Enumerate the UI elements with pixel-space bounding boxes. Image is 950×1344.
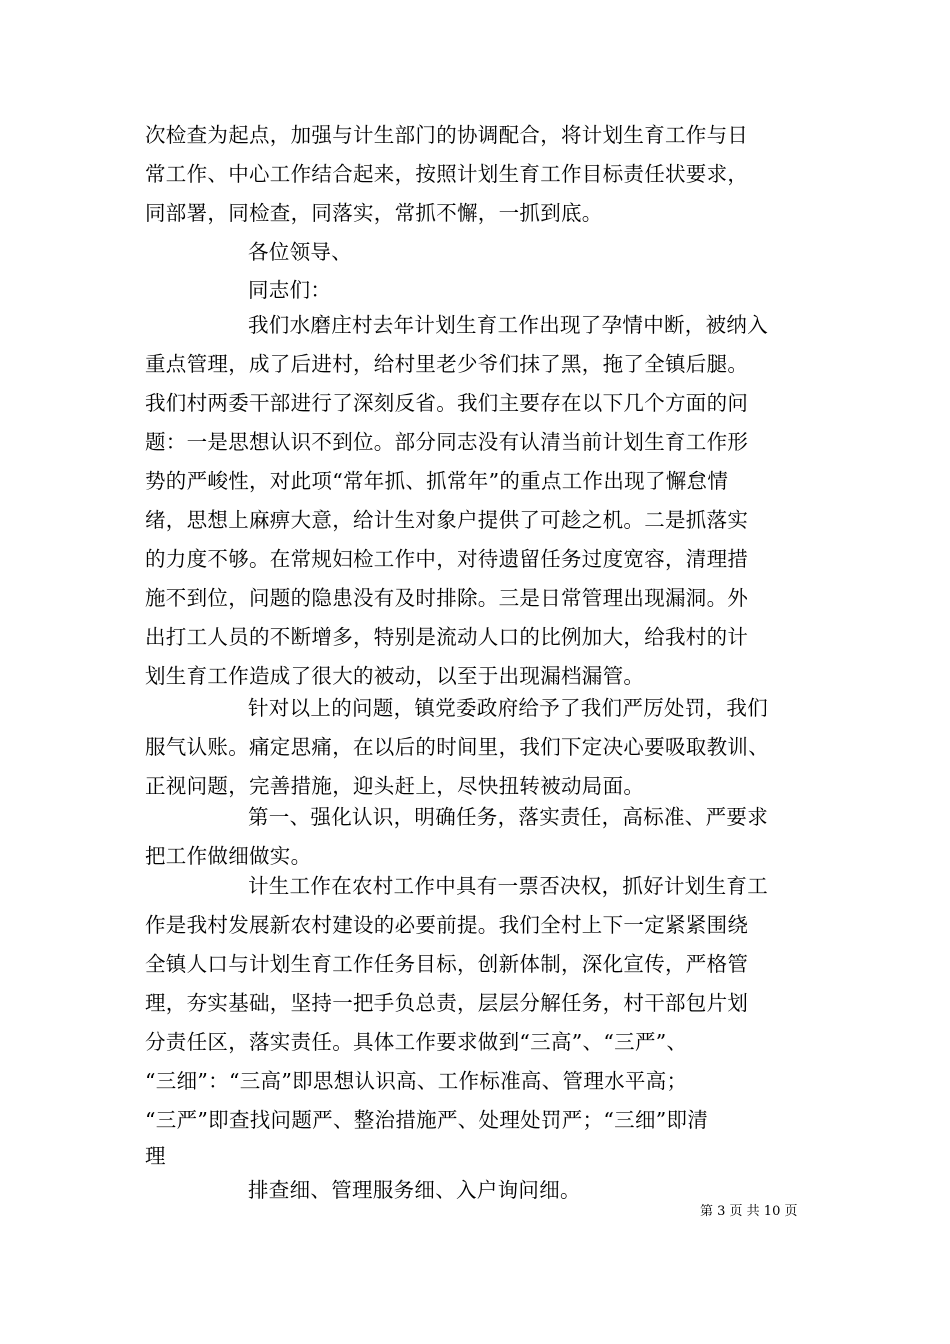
text-line: 服气认账。痛定思痛，在以后的时间里，我们下定决心要吸取教训、 (145, 735, 769, 759)
text-line: 常工作、中心工作结合起来，按照计划生育工作目标责任状要求， (145, 162, 749, 186)
paragraph-start: 我们水磨庄村去年计划生育工作出现了孕情中断，被纳入 (248, 313, 768, 337)
text-line: 理，夯实基础，坚持一把手负总责，层层分解任务，村干部包片划 (145, 991, 749, 1015)
text-line: 把工作做细做实。 (145, 844, 312, 868)
text-line: 同部署，同检查，同落实，常抓不懈，一抓到底。 (145, 201, 603, 225)
text-line: 绪，思想上麻痹大意，给计生对象户提供了可趁之机。二是抓落实 (145, 508, 749, 532)
text-line: 划生育工作造成了很大的被动，以至于出现漏档漏管。 (145, 664, 645, 688)
text-line: 理 (145, 1144, 166, 1168)
text-line: 施不到位，问题的隐患没有及时排除。三是日常管理出现漏洞。外 (145, 586, 749, 610)
text-line: 出打工人员的不断增多，特别是流动人口的比例加大，给我村的计 (145, 625, 749, 649)
salutation-line: 同志们： (248, 278, 332, 302)
text-line: 重点管理，成了后进村，给村里老少爷们抹了黑，拖了全镇后腿。 (145, 352, 749, 376)
text-line: “三细”：“三高”即思想认识高、工作标准高、管理水平高； (145, 1069, 688, 1093)
text-line: 我们村两委干部进行了深刻反省。我们主要存在以下几个方面的问 (145, 391, 749, 415)
page-number: 第 3 页 共 10 页 (700, 1204, 798, 1219)
paragraph-start: 排查细、管理服务细、入户询问细。 (248, 1178, 581, 1202)
text-line: 的力度不够。在常规妇检工作中，对待遗留任务过度宽容，清理措 (145, 547, 749, 571)
paragraph-start: 计生工作在农村工作中具有一票否决权，抓好计划生育工 (248, 874, 768, 898)
text-line: “三严”即查找问题严、整治措施严、处理处罚严；“三细”即清 (145, 1108, 709, 1132)
text-line: 题：一是思想认识不到位。部分同志没有认清当前计划生育工作形 (145, 430, 749, 454)
text-line: 全镇人口与计划生育工作任务目标，创新体制，深化宣传，严格管 (145, 952, 749, 976)
paragraph-start: 针对以上的问题，镇党委政府给予了我们严厉处罚，我们 (248, 696, 768, 720)
salutation-line: 各位领导、 (248, 240, 352, 264)
text-line: 次检查为起点，加强与计生部门的协调配合，将计划生育工作与日 (145, 123, 749, 147)
paragraph-start: 第一、强化认识，明确任务，落实责任，高标准、严要求 (248, 805, 768, 829)
text-line: 作是我村发展新农村建设的必要前提。我们全村上下一定紧紧围绕 (145, 913, 749, 937)
text-line: 正视问题，完善措施，迎头赶上，尽快扭转被动局面。 (145, 774, 645, 798)
text-line: 势的严峻性，对此项“常年抓、抓常年”的重点工作出现了懈怠情 (145, 469, 729, 493)
text-line: 分责任区，落实责任。具体工作要求做到“三高”、“三严”、 (145, 1030, 688, 1054)
